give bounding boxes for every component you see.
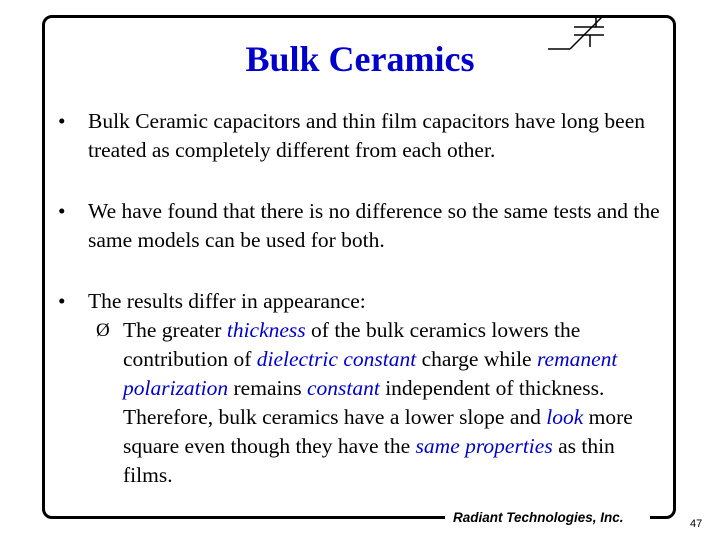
- emphasis-text: look: [546, 405, 584, 429]
- slide-body: [58, 107, 668, 490]
- bullet-text: We have found that there is no difference so the same tests and the same models can be used for both.: [88, 199, 660, 252]
- text-segment: more square even though they have the: [123, 405, 633, 458]
- page-number: 47: [690, 518, 703, 530]
- text-segment: remains: [228, 376, 307, 400]
- text-segment: of the bulk ceramics lowers the contribution of: [123, 318, 581, 371]
- capacitor-symbol-icon: [546, 13, 606, 55]
- emphasis-text: remanent polarization: [123, 347, 618, 400]
- sub-bullet-text: [123, 316, 668, 490]
- bullet-text: Bulk Ceramic capacitors and thin film capacitors have long been treated as completely different from each other.: [88, 109, 646, 162]
- bullet-marker: •: [58, 199, 66, 223]
- bullet-marker: •: [58, 289, 66, 313]
- text-segment: The greater: [123, 318, 227, 342]
- emphasis-text: constant: [306, 376, 380, 400]
- text-segment: as thin films.: [123, 434, 615, 487]
- emphasis-text: dielectric constant: [256, 347, 417, 371]
- sub-bullet-item: [96, 316, 668, 490]
- arrow-bullet-icon: Ø: [96, 320, 110, 341]
- bullet-item: [58, 197, 668, 255]
- bullet-text: The results differ in appearance:: [88, 289, 366, 313]
- emphasis-text: same properties: [415, 434, 553, 458]
- bullet-item: [58, 287, 668, 316]
- footer-company-name: Radiant Technologies, Inc.: [453, 510, 624, 525]
- text-segment: independent of thickness. Therefore, bulk ceramics have a lower slope and: [123, 376, 605, 429]
- bullet-item: [58, 107, 668, 165]
- bullet-marker: •: [58, 109, 66, 133]
- slide-title: Bulk Ceramics: [245, 39, 475, 79]
- emphasis-text: thickness: [226, 318, 306, 342]
- text-segment: charge while: [416, 347, 537, 371]
